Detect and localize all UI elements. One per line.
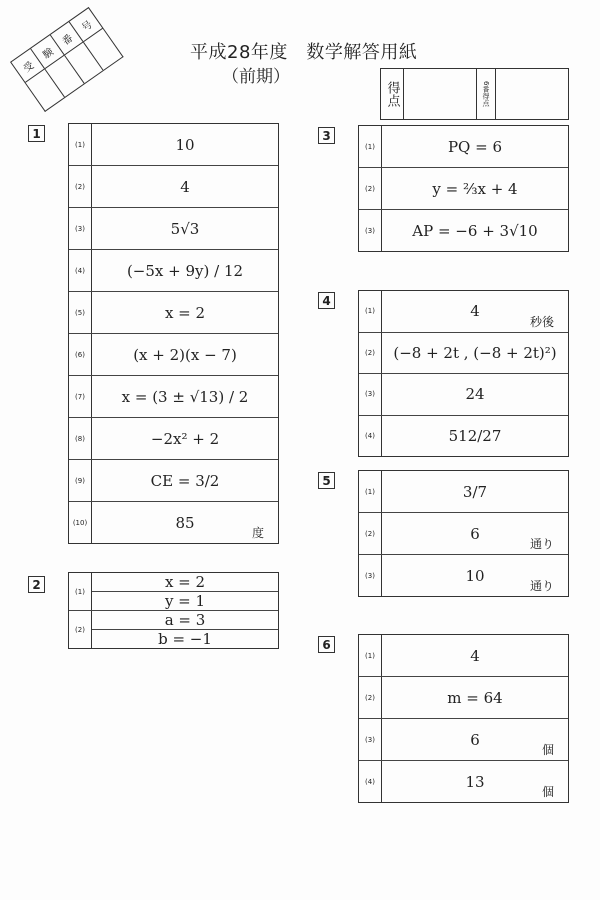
answer-cell[interactable] <box>382 168 568 209</box>
question-number: (4) <box>359 416 382 457</box>
answer-value: AP = −6 + 3√10 <box>412 221 538 240</box>
answer-unit: 通り <box>529 579 554 593</box>
answer-row <box>359 555 568 596</box>
answer-value: 4 <box>470 302 480 321</box>
answer-cell[interactable] <box>382 374 568 415</box>
question-number: (8) <box>69 418 92 459</box>
answer-value: 5√3 <box>170 219 200 238</box>
answer-row <box>69 166 278 208</box>
answer-cell[interactable] <box>382 333 568 374</box>
answer-value: 85 <box>175 513 195 532</box>
question-number: (4) <box>359 761 382 802</box>
answer-cell[interactable] <box>382 471 568 512</box>
exam-number-label: 験 <box>31 35 64 68</box>
answer-row <box>69 250 278 292</box>
answer-cell[interactable] <box>382 513 568 554</box>
score-label: 得点 <box>381 69 404 119</box>
answer-cell[interactable] <box>92 208 278 249</box>
question-number: (2) <box>359 333 382 374</box>
exam-number-label: 番 <box>50 21 83 54</box>
answer-value: (−8 + 2t , (−8 + 2t)²) <box>393 343 557 362</box>
question-number: (2) <box>359 168 382 209</box>
score-box <box>380 68 569 120</box>
answer-row <box>69 208 278 250</box>
answer-table-6 <box>358 634 569 803</box>
page-subtitle: （前期） <box>222 67 290 87</box>
answer-row <box>69 124 278 166</box>
answer-value: 24 <box>465 385 485 404</box>
section-number: 5 <box>318 472 335 489</box>
answer-row <box>359 635 568 677</box>
section-number: 2 <box>28 576 45 593</box>
answer-row <box>69 376 278 418</box>
answer-row <box>69 334 278 376</box>
answer-value: 3/7 <box>462 482 488 501</box>
answer-value: 13 <box>465 772 485 791</box>
answer-cell[interactable] <box>382 126 568 167</box>
answer-row <box>359 471 568 513</box>
answer-cell[interactable] <box>92 292 278 333</box>
answer-value: 10 <box>175 135 195 154</box>
answer-cell[interactable] <box>92 502 278 543</box>
question-number: (1) <box>359 635 382 676</box>
answer-value: 6 <box>470 730 480 749</box>
exam-number-label: 号 <box>79 18 95 34</box>
section-number: 4 <box>318 292 335 309</box>
answer-cell[interactable] <box>92 124 278 165</box>
question-number: (1) <box>69 124 92 165</box>
answer-row <box>69 292 278 334</box>
question-number: (5) <box>69 292 92 333</box>
answer-cell[interactable]: b = −1 <box>158 630 212 648</box>
question-number: (1) <box>359 291 382 332</box>
answer-row <box>359 168 568 210</box>
question-number: (2) <box>359 677 382 718</box>
answer-cell[interactable]: y = 1 <box>164 592 206 610</box>
question-number: (2) <box>359 513 382 554</box>
question-number: (3) <box>359 719 382 760</box>
answer-row <box>69 573 278 611</box>
question-number: (3) <box>359 210 382 251</box>
question-number: (10) <box>69 502 92 543</box>
answer-row <box>359 719 568 761</box>
answer-cell[interactable] <box>382 635 568 676</box>
page-title: 平成28年度 数学解答用紙 <box>190 42 418 63</box>
answer-value: −2x² + 2 <box>150 429 220 448</box>
answer-value: 4 <box>470 646 480 665</box>
answer-value: (x + 2)(x − 7) <box>133 345 237 364</box>
question-number: (3) <box>359 555 382 596</box>
answer-row <box>359 374 568 416</box>
answer-row <box>69 502 278 543</box>
answer-table-4 <box>358 290 569 457</box>
answer-row <box>359 210 568 251</box>
answer-value: PQ = 6 <box>447 137 503 156</box>
answer-row <box>69 418 278 460</box>
answer-cell[interactable] <box>382 677 568 718</box>
answer-value: x = (3 ± √13) / 2 <box>121 387 249 406</box>
section-number: 3 <box>318 127 335 144</box>
question-number: (9) <box>69 460 92 501</box>
answer-value: (−5x + 9y) / 12 <box>126 261 244 280</box>
answer-cell[interactable] <box>382 416 568 457</box>
question-number: (1) <box>359 126 382 167</box>
answer-cell[interactable] <box>382 719 568 760</box>
section-number: 6 <box>318 636 335 653</box>
exam-number-box <box>10 7 123 111</box>
question-number: (3) <box>69 208 92 249</box>
question-number: (1) <box>69 573 92 610</box>
answer-cell[interactable] <box>382 555 568 596</box>
answer-value: 512/27 <box>448 426 502 445</box>
answer-row <box>359 677 568 719</box>
answer-row <box>359 416 568 457</box>
answer-value: CE = 3/2 <box>150 471 220 490</box>
answer-row <box>359 291 568 333</box>
answer-table-1 <box>68 123 279 544</box>
score-cell[interactable] <box>404 69 477 119</box>
answer-unit: 通り <box>529 537 554 551</box>
answer-table-3 <box>358 125 569 252</box>
answer-cell[interactable]: x = 2 <box>92 573 278 592</box>
answer-value: x = 2 <box>164 303 206 322</box>
answer-row <box>69 460 278 502</box>
answer-unit: 度 <box>251 526 264 540</box>
question-number: (6) <box>69 334 92 375</box>
question-number: (7) <box>69 376 92 417</box>
question-number: (1) <box>359 471 382 512</box>
answer-value: y = ⅔x + 4 <box>432 179 518 198</box>
answer-table-2 <box>68 572 279 649</box>
question-number: (2) <box>69 611 92 648</box>
answer-cell[interactable] <box>92 250 278 291</box>
answer-row <box>359 126 568 168</box>
answer-row <box>359 333 568 375</box>
answer-value: m = 64 <box>447 688 503 707</box>
section6-score-label: 6番得点 <box>477 69 496 119</box>
answer-value: 4 <box>180 177 190 196</box>
answer-cell[interactable] <box>92 418 278 459</box>
answer-cell[interactable]: a = 3 <box>92 611 278 630</box>
question-number: (4) <box>69 250 92 291</box>
answer-cell[interactable] <box>92 334 278 375</box>
section-number: 1 <box>28 125 45 142</box>
answer-row <box>69 611 278 648</box>
answer-row <box>359 513 568 555</box>
exam-number-label: 受 <box>11 49 44 82</box>
section6-score-cell[interactable] <box>496 69 568 119</box>
answer-cell[interactable] <box>92 460 278 501</box>
answer-value: 10 <box>465 566 485 585</box>
answer-cell[interactable] <box>92 166 278 207</box>
answer-cell[interactable] <box>382 291 568 332</box>
answer-unit: 個 <box>541 743 554 757</box>
answer-cell[interactable] <box>382 761 568 802</box>
answer-table-5 <box>358 470 569 597</box>
answer-row <box>359 761 568 802</box>
question-number: (3) <box>359 374 382 415</box>
answer-unit: 秒後 <box>529 314 554 329</box>
answer-value: 6 <box>470 524 480 543</box>
answer-unit: 個 <box>541 785 554 799</box>
question-number: (2) <box>69 166 92 207</box>
answer-cell[interactable] <box>382 210 568 251</box>
answer-cell[interactable] <box>92 376 278 417</box>
